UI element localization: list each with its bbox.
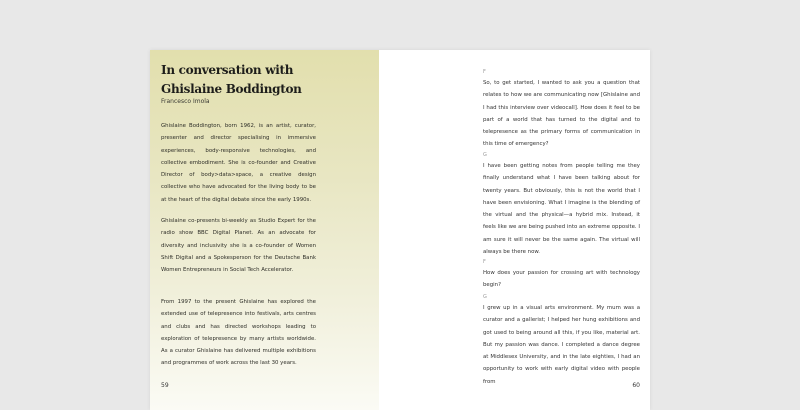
title-line-2: Ghislaine Boddington [161,82,302,96]
book-spread [150,50,650,410]
page-number-right: 60 [632,382,640,389]
author-name: Francesco Imola [161,98,210,105]
speaker-label: G [483,294,487,300]
article-title [161,61,361,99]
bio-paragraph-1: Ghislaine Boddington, born 1962, is an artist, curator, presenter and director specialising in immersive experiences, body-responsive technologies, and collective embodiment. She is co-founder and Creative Director of body>data>space, a creative design collective who have advocated for the living body to be at the heart of the digital debate since the early 1990s. [161,123,316,203]
interview-question: How does your passion for crossing art with technology begin? [483,270,640,289]
interview-answer: I grew up in a visual arts environment. My mum was a curator and a gallerist; I helped her hung exhibitions and got used to being around all this, if you like, material art. But my passion was dance. I completed a dance degree at Middlesex University, and in the late eighties, I had an opportunity to work with early digital video with people from [483,305,640,385]
page-number-left: 59 [161,382,169,389]
right-page [379,50,650,410]
bio-paragraph-3: From 1997 to the present Ghislaine has explored the extended use of telepresence into festivals, arts centres and clubs and has directed workshops leading to exploration of telepresence by many artists worldwide. As a curator Ghislaine has delivered multiple exhibitions and programmes of work across the last 30 years. [161,299,316,367]
bio-paragraph-2: Ghislaine co-presents bi-weekly as Studio Expert for the radio show BBC Digital Planet. As an advocate for diversity and inclusivity she is a co-founder of Women Shift Digital and a Spokesperson for the Deutsche Bank Women Entrepreneurs in Social Tech Accelerator. [161,218,316,274]
interview-question: So, to get started, I wanted to ask you a question that relates to how we are communicating now [Ghislaine and I had this interview over videocall]. How does it feel to be part of a world that has turned to the digital and to telepresence as the primary forms of communication in this time of emergency? [483,80,640,148]
interview-answer: I have been getting notes from people telling me they finally understand what I have been talking about for twenty years. But obviously, this is not the world that I have been envisioning. What I imagine is the blending of the virtual and the physical—a hybrid mix. Instead, it feels like we are being pushed into an extreme opposite. I am sure it will never be the same again. The virtual will always be there now. [483,163,640,256]
speaker-label: G [483,152,487,158]
speaker-label: F [483,69,486,75]
left-page [150,50,379,410]
title-line-1: In conversation with [161,63,294,77]
speaker-label: F [483,259,486,265]
